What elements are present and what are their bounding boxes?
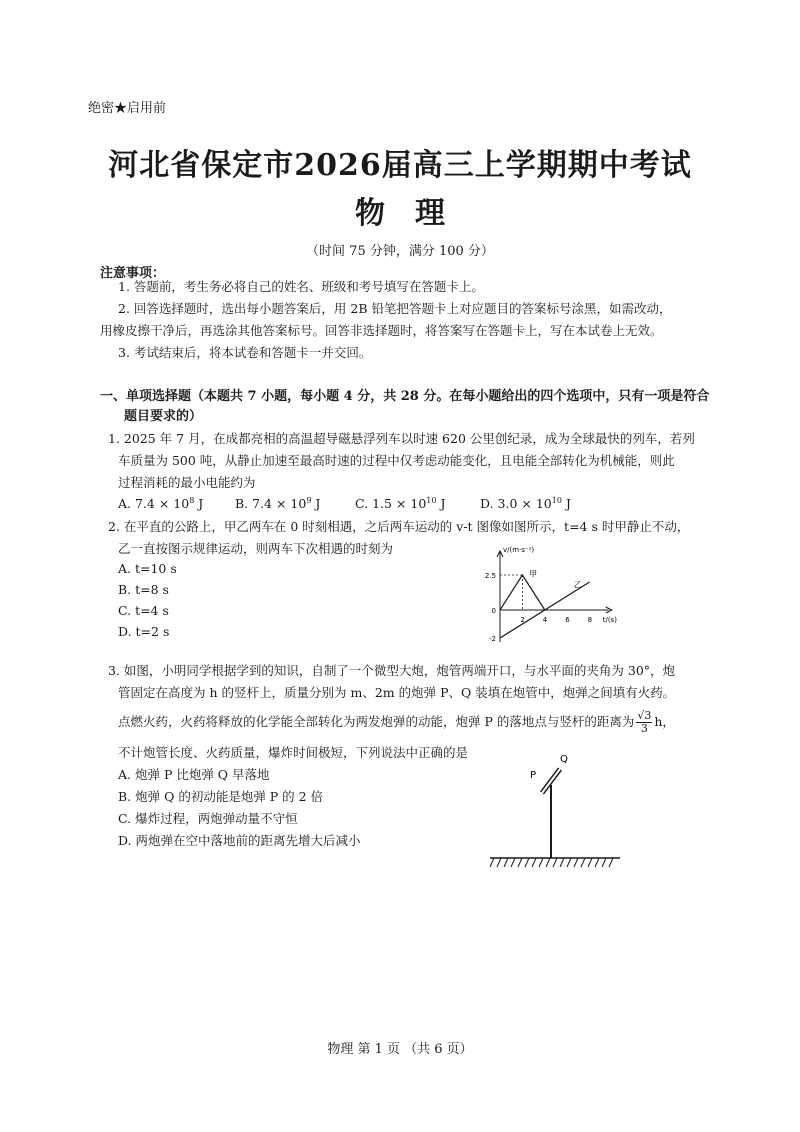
confidential-mark: 绝密★启用前 (88, 101, 167, 116)
notice-item-3: 3. 考试结束后，将本试卷和答题卡一并交回。 (118, 345, 372, 360)
q3-stem-line1: 3. 如图，小明同学根据学到的知识，自制了一个微型大炮，炮管两端开口，与水平面的夹角为 30°，炮 (108, 663, 676, 678)
hatch-mark (595, 858, 599, 867)
notice-item-1: 1. 答题前，考生务必将自己的姓名、班级和考号填写在答题卡上。 (118, 279, 484, 294)
q1-stem-line2: 车质量为 500 吨，从静止加速至最高时速的过程中仅考虑动能变化，且电能全部转化为机械能，则此 (118, 453, 675, 468)
series-label-yi: 乙 (573, 580, 582, 590)
x-tick-label: 2 (520, 616, 525, 624)
ground-hatching (490, 858, 613, 867)
q3-stem-line3-text: 点燃火药，火药将释放的化学能全部转化为两发炮弹的动能，炮弹 P 的落地点与竖杆的距离为 (118, 714, 635, 729)
q2-stem-line1: 2. 在平直的公路上，甲乙两车在 0 时刻相遇，之后两车运动的 v-t 图像如图所示，t=4 s 时甲静止不动， (108, 519, 690, 534)
label-p: P (530, 770, 537, 781)
sqrt3-over-3-fraction (636, 710, 652, 735)
hatch-mark (525, 858, 529, 867)
q2-stem-line2: 乙一直按图示规律运动，则两车下次相遇的时刻为 (118, 541, 394, 556)
hatch-mark (574, 858, 578, 867)
y-tick-label: -2 (489, 635, 496, 643)
hatch-mark (532, 858, 536, 867)
section-heading-cont: 题目要求的） (124, 409, 203, 424)
exam-title: 河北省保定市2026届高三上学期期中考试 (108, 148, 692, 183)
notice-item-2: 2. 回答选择题时，选出每小题答案后，用 2B 铅笔把答题卡上对应题目的答案标号涂黑，如需改动， (118, 301, 672, 316)
q1-option-b: B. $7.4 \times 10^9$ J (235, 496, 321, 512)
q3-stem-line4: 不计炮管长度、火药质量，爆炸时间极短，下列说法中正确的是 (118, 745, 469, 760)
q2-option-d: D. t=2 s (118, 624, 170, 639)
series-label-jia: 甲 (529, 569, 538, 579)
y-tick-label: 0 (491, 607, 496, 615)
page-footer: 物理 第 1 页 （共 6 页） (327, 1042, 473, 1057)
x-axis-label: t/(s) (602, 616, 618, 624)
hatch-mark (553, 858, 557, 867)
vt-graph (470, 540, 630, 650)
hatch-mark (602, 858, 606, 867)
q3-option-d: D. 两炮弹在空中落地前的距离先增大后减小 (118, 833, 361, 848)
x-tick-label: 6 (565, 616, 570, 624)
q1-option-d: D. $3.0 \times 10^{10}$ J (480, 496, 571, 512)
hatch-mark (497, 858, 501, 867)
notice-item-2-cont: 用橡皮擦干净后，再选涂其他答案标号。回答非选择题时，将答案写在答题卡上，写在本试卷上无效。 (100, 323, 663, 338)
hatch-mark (539, 858, 543, 867)
q3-option-b: B. 炮弹 Q 的初动能是炮弹 P 的 2 倍 (118, 789, 324, 804)
cannon-figure (480, 740, 630, 880)
q3-stem-line3 (118, 710, 675, 735)
hatch-mark (490, 858, 494, 867)
hatch-mark (567, 858, 571, 867)
exam-time: （时间 75 分钟，满分 100 分） (306, 244, 494, 259)
subject-title: 物理 (355, 196, 475, 231)
hatch-mark (511, 858, 515, 867)
q1-stem-line3: 过程消耗的最小电能约为 (118, 475, 256, 490)
hatch-mark (588, 858, 592, 867)
q3-stem-line2: 管固定在高度为 h 的竖杆上，质量分别为 m、2m 的炮弹 P、Q 装填在炮管中，炮弹之间填有火药。 (118, 685, 676, 700)
q3-option-c: C. 爆炸过程，两炮弹动量不守恒 (118, 811, 298, 826)
q1-option-a: A. $7.4 \times 10^8$ J (118, 496, 204, 512)
hatch-mark (518, 858, 522, 867)
q2-option-b: B. t=8 s (118, 582, 169, 597)
fraction-denominator: 3 (640, 722, 648, 735)
q3-stem-line3-tail: h， (654, 714, 675, 729)
hatch-mark (504, 858, 508, 867)
x-tick-label: 4 (542, 616, 548, 624)
fraction-numerator: √3 (637, 709, 652, 722)
q1-stem-line1: 1. 2025 年 7 月，在成都亮相的高温超导磁悬浮列车以时速 620 公里创纪录，成为全球最快的列车，若列 (108, 431, 695, 446)
hatch-mark (609, 858, 613, 867)
y-axis-label: v/(m·s⁻¹) (503, 546, 535, 554)
q2-option-c: C. t=4 s (118, 603, 169, 618)
hatch-mark (560, 858, 564, 867)
hatch-mark (581, 858, 585, 867)
q1-option-c: C. $1.5 \times 10^{10}$ J (355, 496, 446, 512)
hatch-mark (546, 858, 550, 867)
label-q: Q (560, 754, 568, 765)
section-heading: 一、单项选择题（本题共 7 小题，每小题 4 分，共 28 分。在每小题给出的四个选项中，只有一项是符合 (100, 389, 710, 404)
q2-option-a: A. t=10 s (118, 561, 177, 576)
notice-heading: 注意事项： (100, 266, 166, 281)
y-tick-label: 2.5 (484, 572, 496, 580)
q3-option-a: A. 炮弹 P 比炮弹 Q 早落地 (118, 767, 270, 782)
x-tick-label: 8 (587, 616, 593, 624)
